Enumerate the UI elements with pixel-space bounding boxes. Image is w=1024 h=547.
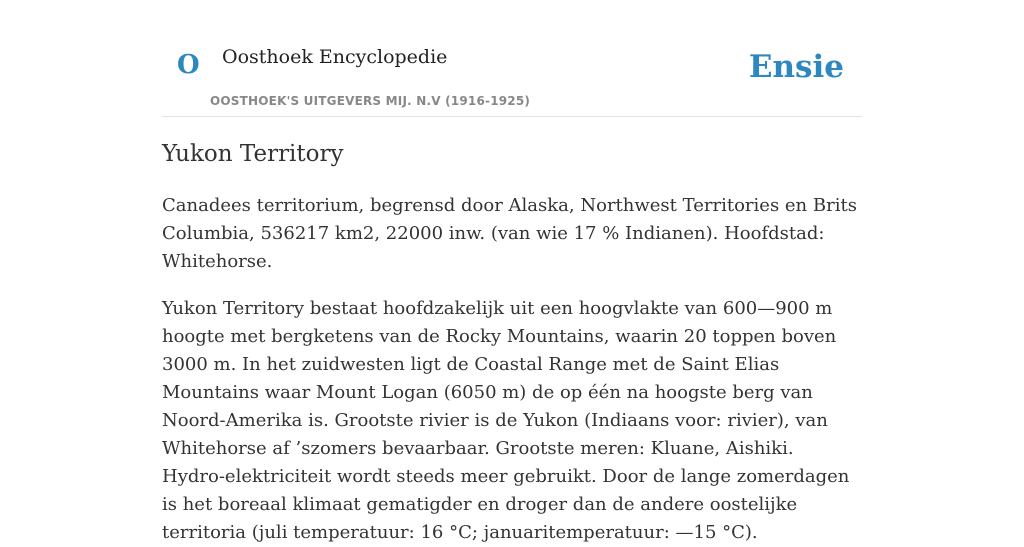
article-paragraph: Yukon Territory bestaat hoofdzakelijk uit een hoogvlakte van 600—900 m hoogte met bergketens van de Rocky Mountains, waarin 20 toppen boven 3000 m. In het zuidwesten ligt de Coastal Range met de Saint Elias Mountains waar Mount Logan (6050 m) de op één na hoogste berg van Noord-Amerika is. Grootste rivier is de Yukon (Indiaans voor: rivier), van Whitehorse af ’szomers bevaarbaar. Grootste meren: Kluane, Aishiki. Hydro-elektriciteit wordt steeds meer gebruikt. Door de lange zomerdagen is het boreaal klimaat gematigder en droger dan de andere oostelijke territoria (juli temperatuur: 16 °C; januaritemperatuur: —15 °C). [162,298,850,543]
article-paragraph: Canadees territorium, begrensd door Alaska, Northwest Territories en Brits Columbia, 536217 km2, 22000 inw. (van wie 17 % Indianen). Hoofdstad: Whitehorse. [162,195,857,272]
site-title[interactable]: Oosthoek Encyclopedie [222,46,448,68]
brand-logo-link[interactable]: Ensie [748,49,844,85]
publisher-subtitle: OOSTHOEK'S UITGEVERS MIJ. N.V (1916-1925) [210,94,531,108]
article-title: Yukon Territory [162,141,344,167]
site-header [162,0,862,117]
logo-icon[interactable]: O [177,50,200,80]
article [162,138,862,547]
